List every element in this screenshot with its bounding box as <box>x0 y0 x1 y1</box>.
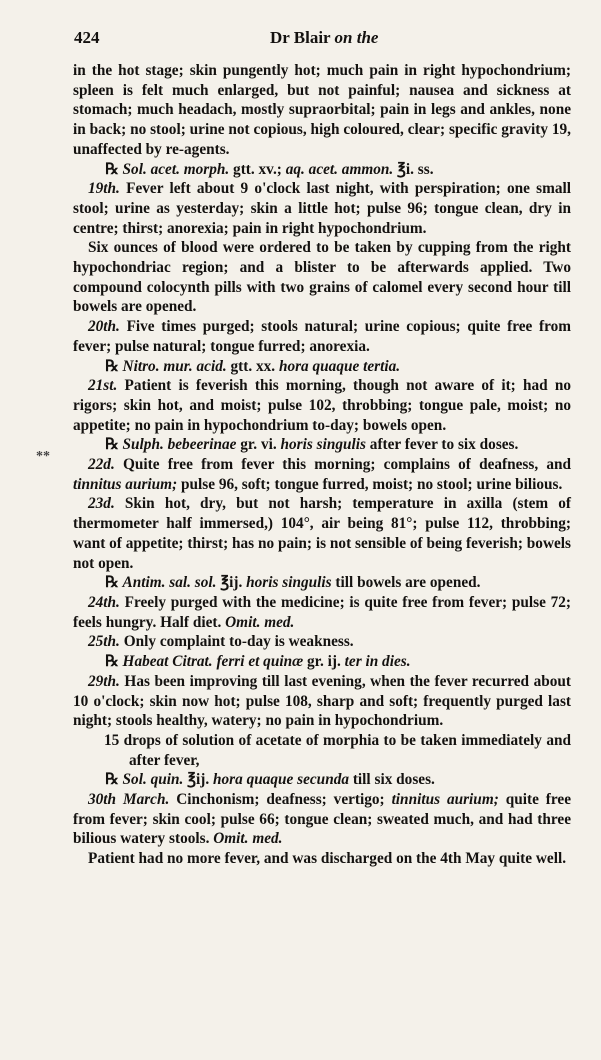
paragraph-opening: in the hot stage; skin pungently hot; much pain in right hypochondrium; spleen is felt much enlarged, but not painful; nausea and sickness at stomach; much headach, mostly supraorbital; pain in legs and ankles, none in back; no stool; urine not copious, high coloured, clear; specific gravity 19, unaffected by re-agents. <box>73 62 571 158</box>
recipe-icon: ℞ <box>105 574 119 592</box>
entry-30th-march: 30th March. Cinchonism; deafness; vertigo; tinnitus aurium; quite free from fever; skin cool; pulse 66; tongue clean; sweated much, and had three bilious watery stools. Omit. med. <box>73 791 571 848</box>
recipe-icon: ℞ <box>105 160 119 178</box>
recipe-icon: ℞ <box>105 436 119 454</box>
prescription-2: ℞ Nitro. mur. acid. gtt. xx. hora quaque tertia. <box>105 357 401 375</box>
entry-23d: 23d. Skin hot, dry, but not harsh; temperature in axilla (stem of thermometer half immersed,) 104°, air being 81°; pulse 112, throbbing; want of appetite; thirst; has no pain; is not sensible of being feverish; bowels not open. <box>73 495 571 572</box>
entry-date: 22d. <box>88 456 115 474</box>
prescription-3: ℞ Sulph. bebeerinae gr. vi. horis singulis after fever to six doses. <box>105 436 519 454</box>
entry-22d: 22d. Quite free from fever this morning; complains of deafness, and tinnitus aurium; pulse 96, soft; tongue furred, moist; no stool; urine bilious. <box>73 456 571 493</box>
recipe-icon: ℞ <box>105 653 119 671</box>
entry-24th: 24th. Freely purged with the medicine; is quite free from fever; pulse 72; feels hungry. Half diet. Omit. med. <box>73 593 571 631</box>
paragraph-morphia: 15 drops of solution of acetate of morphia to be taken immediately and after fever, <box>104 731 571 769</box>
entry-date: 21st. <box>88 377 118 395</box>
margin-mark: ** <box>36 449 50 464</box>
entry-date: 20th. <box>88 318 120 336</box>
entry-25th: 25th. Only complaint to-day is weakness. <box>88 633 354 651</box>
entry-date: 29th. <box>88 672 120 690</box>
entry-date: 25th. <box>88 633 120 651</box>
entry-date: 23d. <box>88 495 115 513</box>
recipe-icon: ℞ <box>105 357 119 375</box>
entry-date: 24th. <box>88 593 120 611</box>
prescription-5: ℞ Habeat Citrat. ferri et quinæ gr. ij. ter in dies. <box>105 653 411 671</box>
entry-20th: 20th. Five times purged; stools natural; urine copious; quite free from fever; pulse natural; tongue furred; anorexia. <box>73 318 571 355</box>
entry-date: 30th March. <box>88 791 170 809</box>
prescription-6: ℞ Sol. quin. ℥ij. hora quaque secunda till six doses. <box>105 771 435 789</box>
paragraph-cupping: Six ounces of blood were ordered to be taken by cupping from the right hypochondriac region; and a blister to be afterwards applied. Two compound colocynth pills with two grains of calomel every second hour till bowels are opened. <box>73 239 571 316</box>
prescription-4: ℞ Antim. sal. sol. ℥ij. horis singulis till bowels are opened. <box>105 574 481 592</box>
entry-date: 19th. <box>88 180 120 198</box>
entry-21st: 21st. Patient is feverish this morning, though not aware of it; had no rigors; skin hot, and moist; pulse 102, throbbing; tongue pale, moist; no appetite; no pain in hypochondrium to-day; bowels open. <box>73 377 571 434</box>
prescription-1: ℞ Sol. acet. morph. gtt. xv.; aq. acet. ammon. ℥i. ss. <box>105 160 434 178</box>
running-head-text: Dr Blair <box>270 28 331 47</box>
recipe-icon: ℞ <box>105 771 119 789</box>
page-header <box>0 26 601 50</box>
page-number: 424 <box>74 28 100 47</box>
body-text <box>73 61 571 869</box>
paragraph-discharge: Patient had no more fever, and was discharged on the 4th May quite well. <box>88 850 567 868</box>
running-head <box>270 26 378 50</box>
entry-29th: 29th. Has been improving till last evening, when the fever recurred about 10 o'clock; skin now hot; pulse 108, sharp and soft; frequently purged last night; stools healthy, watery; no pain in hypochondrium. <box>73 672 571 730</box>
entry-19th: 19th. Fever left about 9 o'clock last night, with perspiration; one small stool; urine as yesterday; skin a little hot; pulse 96; tongue clean, dry in centre; thirst; anorexia; pain in right hypochondrium. <box>73 180 571 237</box>
running-head-italic: on the <box>334 28 379 47</box>
